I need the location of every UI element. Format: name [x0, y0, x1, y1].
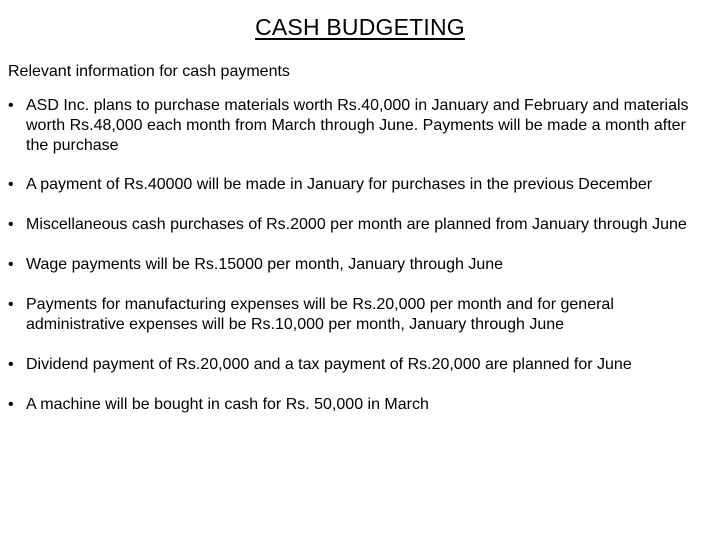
bullet-item: [8, 395, 698, 415]
bullet-point: •: [8, 216, 14, 233]
bullet-point: •: [8, 296, 14, 313]
page-title: CASH BUDGETING: [255, 14, 465, 40]
bullet-item: [8, 255, 698, 275]
bullet-text: Miscellaneous cash purchases of Rs.2000 per month are planned from January through June: [26, 216, 687, 233]
bullet-point: •: [8, 176, 14, 193]
section-subtitle: Relevant information for cash payments: [8, 63, 290, 80]
bullet-text: Dividend payment of Rs.20,000 and a tax payment of Rs.20,000 are planned for June: [26, 356, 632, 373]
bullet-point: •: [8, 256, 14, 273]
bullet-text: Wage payments will be Rs.15000 per month, January through June: [26, 256, 504, 273]
bullet-item: [8, 96, 698, 156]
bullet-text: A payment of Rs.40000 will be made in January for purchases in the previous December: [26, 176, 653, 193]
bullet-item: [8, 355, 698, 375]
bullet-item: [8, 215, 698, 235]
bullet-item: [8, 175, 698, 195]
bullet-text: ASD Inc. plans to purchase materials worth Rs.40,000 in January and February and materials worth Rs.48,000 each month from March through June. Payments will be made a month after the purchase: [26, 97, 689, 154]
bullet-list: [8, 96, 698, 435]
bullet-text: Payments for manufacturing expenses will be Rs.20,000 per month and for general administrative expenses will be Rs.10,000 per month, January through June: [26, 296, 614, 333]
bullet-item: [8, 295, 698, 335]
bullet-point: •: [8, 356, 14, 373]
bullet-point: •: [8, 97, 14, 114]
bullet-point: •: [8, 396, 14, 413]
bullet-text: A machine will be bought in cash for Rs. 50,000 in March: [26, 396, 429, 413]
